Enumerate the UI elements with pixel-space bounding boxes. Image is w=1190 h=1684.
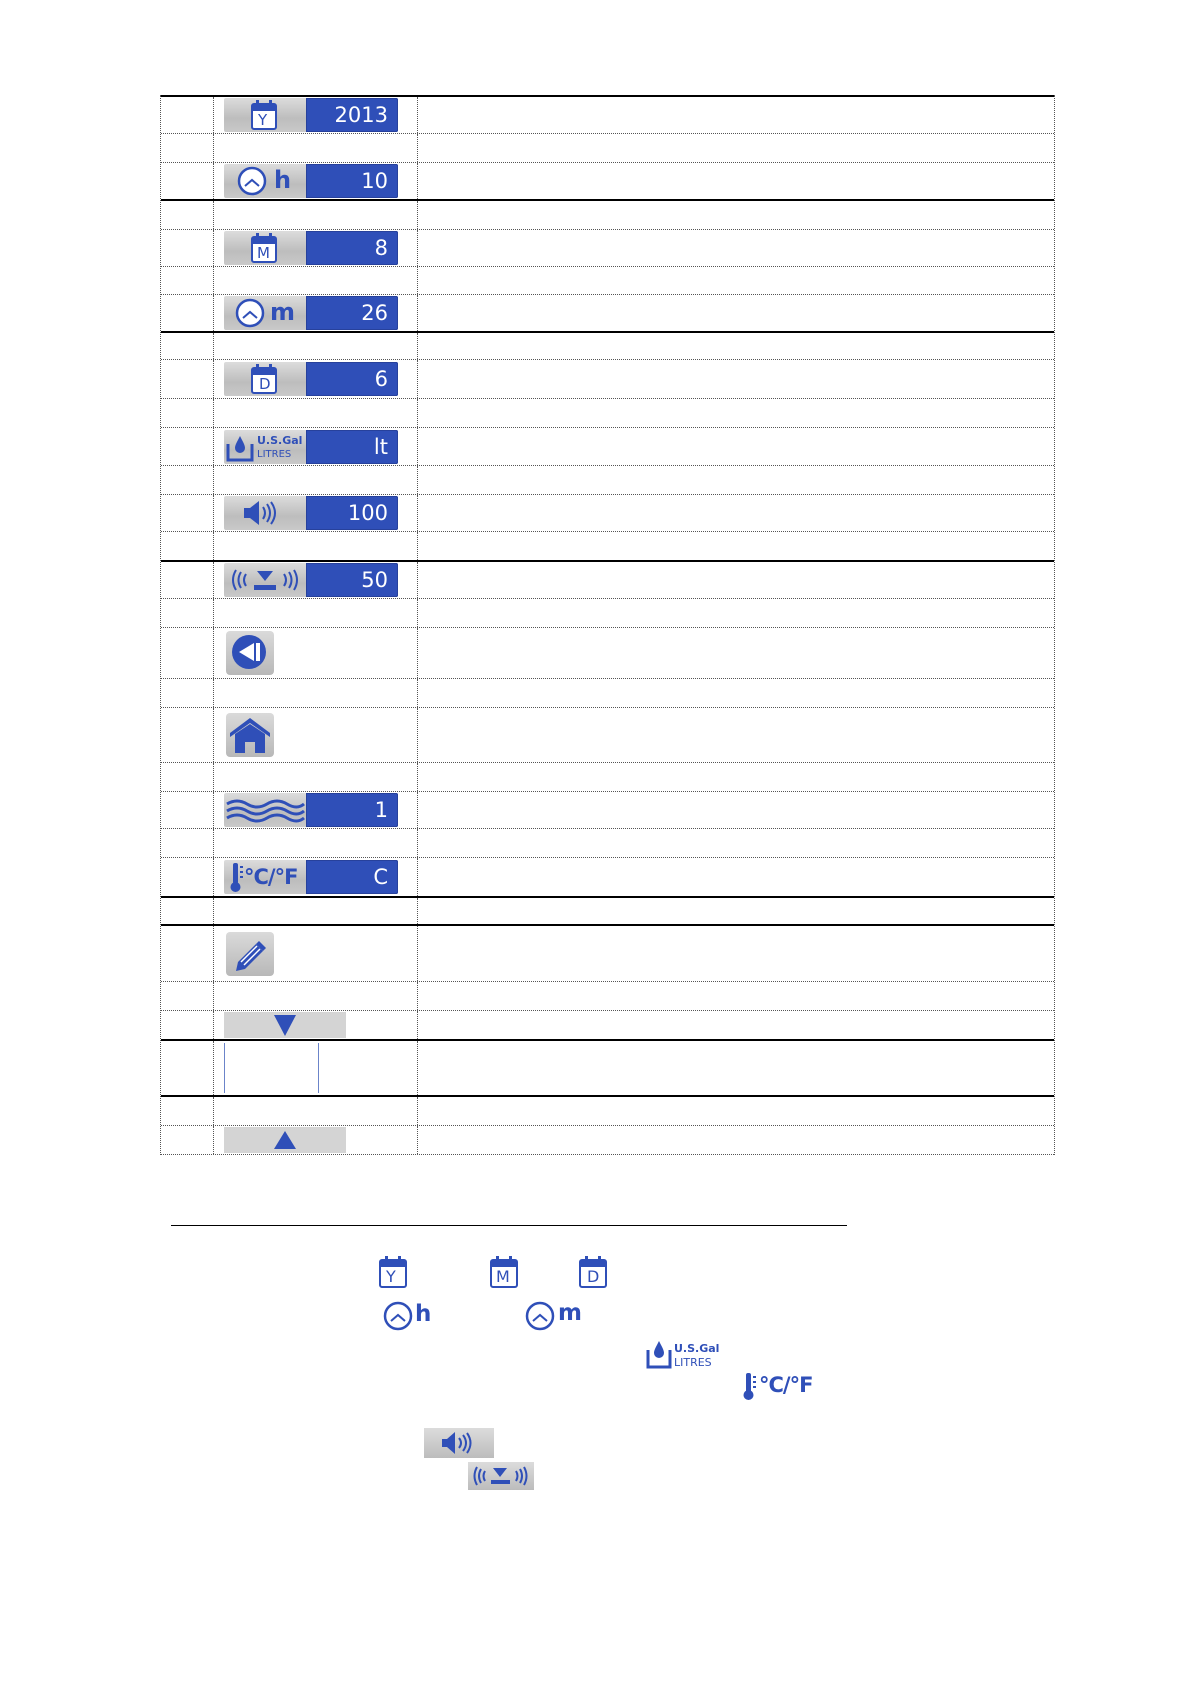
sound-volume-value: 100 xyxy=(306,496,398,530)
table-row xyxy=(161,627,1054,678)
legend-temperature-icon xyxy=(742,1370,814,1402)
table-row xyxy=(161,331,1054,359)
table-row xyxy=(161,560,1054,598)
arrow-down-icon xyxy=(224,1012,346,1038)
home-button[interactable] xyxy=(226,713,274,757)
minute-letter: m xyxy=(558,1300,582,1326)
clock-hour-icon xyxy=(224,164,306,198)
hour-letter: h xyxy=(415,1301,432,1327)
section-divider xyxy=(171,1225,847,1226)
legend-minute-icon xyxy=(525,1300,587,1332)
scroll-up-button[interactable] xyxy=(224,1127,346,1153)
table-row xyxy=(161,294,1054,331)
sound-volume-setting[interactable] xyxy=(224,496,398,530)
table-row xyxy=(161,199,1054,229)
legend-month-icon xyxy=(489,1255,519,1289)
table-row xyxy=(161,828,1054,857)
legend-speaker-icon xyxy=(424,1428,494,1458)
volume-unit-setting[interactable] xyxy=(224,430,398,464)
table-row xyxy=(161,981,1054,1010)
home-icon xyxy=(226,713,274,757)
vibration-setting[interactable] xyxy=(224,563,398,597)
table-row xyxy=(161,791,1054,828)
table-row xyxy=(161,707,1054,762)
year-setting[interactable] xyxy=(224,98,398,132)
table-row xyxy=(161,1039,1054,1095)
day-value: 6 xyxy=(306,362,398,396)
legend-vibration-icon xyxy=(468,1462,534,1490)
table-row xyxy=(161,896,1054,924)
hour-letter: h xyxy=(274,166,292,194)
minute-value: 26 xyxy=(306,296,398,330)
calendar-letter: M xyxy=(257,244,270,262)
calendar-letter: Y xyxy=(386,1267,396,1286)
table-row xyxy=(161,359,1054,398)
waves-icon xyxy=(224,793,306,827)
table-row xyxy=(161,762,1054,791)
unit-bottom: LITRES xyxy=(257,448,292,460)
scroll-down-button[interactable] xyxy=(224,1012,346,1038)
table-row xyxy=(161,398,1054,427)
unit-top: U.S.Gal xyxy=(674,1342,720,1355)
table-row xyxy=(161,531,1054,560)
table-row xyxy=(161,1010,1054,1039)
temperature-unit-setting[interactable] xyxy=(224,860,398,894)
table-row xyxy=(161,229,1054,266)
unit-bottom: LITRES xyxy=(674,1356,712,1369)
table-row xyxy=(161,95,1054,133)
vibration-icon xyxy=(224,563,306,597)
day-setting[interactable] xyxy=(224,362,398,396)
list-divider-left xyxy=(224,1043,225,1093)
pencil-icon xyxy=(226,932,274,976)
table-row xyxy=(161,162,1054,199)
minute-letter: m xyxy=(270,298,296,326)
legend-volume-unit-icon xyxy=(645,1338,720,1370)
year-value: 2013 xyxy=(306,98,398,132)
table-row xyxy=(161,1095,1054,1125)
hour-value: 10 xyxy=(306,164,398,198)
table-row xyxy=(161,494,1054,531)
list-divider-right xyxy=(318,1043,319,1093)
table-row xyxy=(161,678,1054,707)
unit-top: U.S.Gal xyxy=(257,433,303,447)
temp-unit-label: °C/°F xyxy=(244,865,298,889)
table-row xyxy=(161,266,1054,294)
calendar-letter: M xyxy=(496,1267,510,1286)
table-row xyxy=(161,924,1054,981)
month-setting[interactable] xyxy=(224,231,398,265)
calendar-letter: Y xyxy=(258,111,268,129)
settings-table xyxy=(160,95,1055,1155)
month-value: 8 xyxy=(306,231,398,265)
table-row xyxy=(161,133,1054,162)
vibration-value: 50 xyxy=(306,563,398,597)
clock-minute-icon xyxy=(525,1300,557,1332)
hour-setting[interactable] xyxy=(224,164,398,198)
calendar-letter: D xyxy=(259,375,271,393)
back-button[interactable] xyxy=(226,631,274,675)
temperature-unit-value: C xyxy=(306,860,398,894)
speaker-icon xyxy=(224,496,306,530)
table-row xyxy=(161,857,1054,896)
arrow-up-icon xyxy=(224,1127,346,1153)
minute-setting[interactable] xyxy=(224,296,398,330)
volume-unit-value: lt xyxy=(306,430,398,464)
table-row xyxy=(161,598,1054,627)
clock-hour-icon xyxy=(383,1300,415,1332)
table-row xyxy=(161,427,1054,465)
calendar-letter: D xyxy=(587,1267,600,1286)
volume-unit-icon xyxy=(645,1338,673,1370)
back-icon xyxy=(226,631,274,675)
temp-unit-label: °C/°F xyxy=(759,1373,813,1397)
edit-button[interactable] xyxy=(226,932,274,976)
legend-year-icon xyxy=(378,1255,408,1289)
waves-value: 1 xyxy=(306,793,398,827)
table-row xyxy=(161,465,1054,494)
speaker-icon xyxy=(424,1428,494,1458)
vibration-icon xyxy=(468,1462,534,1490)
legend-hour-icon xyxy=(383,1300,435,1332)
table-row xyxy=(161,1125,1054,1155)
legend-day-icon xyxy=(578,1255,608,1289)
waves-setting[interactable] xyxy=(224,793,398,827)
